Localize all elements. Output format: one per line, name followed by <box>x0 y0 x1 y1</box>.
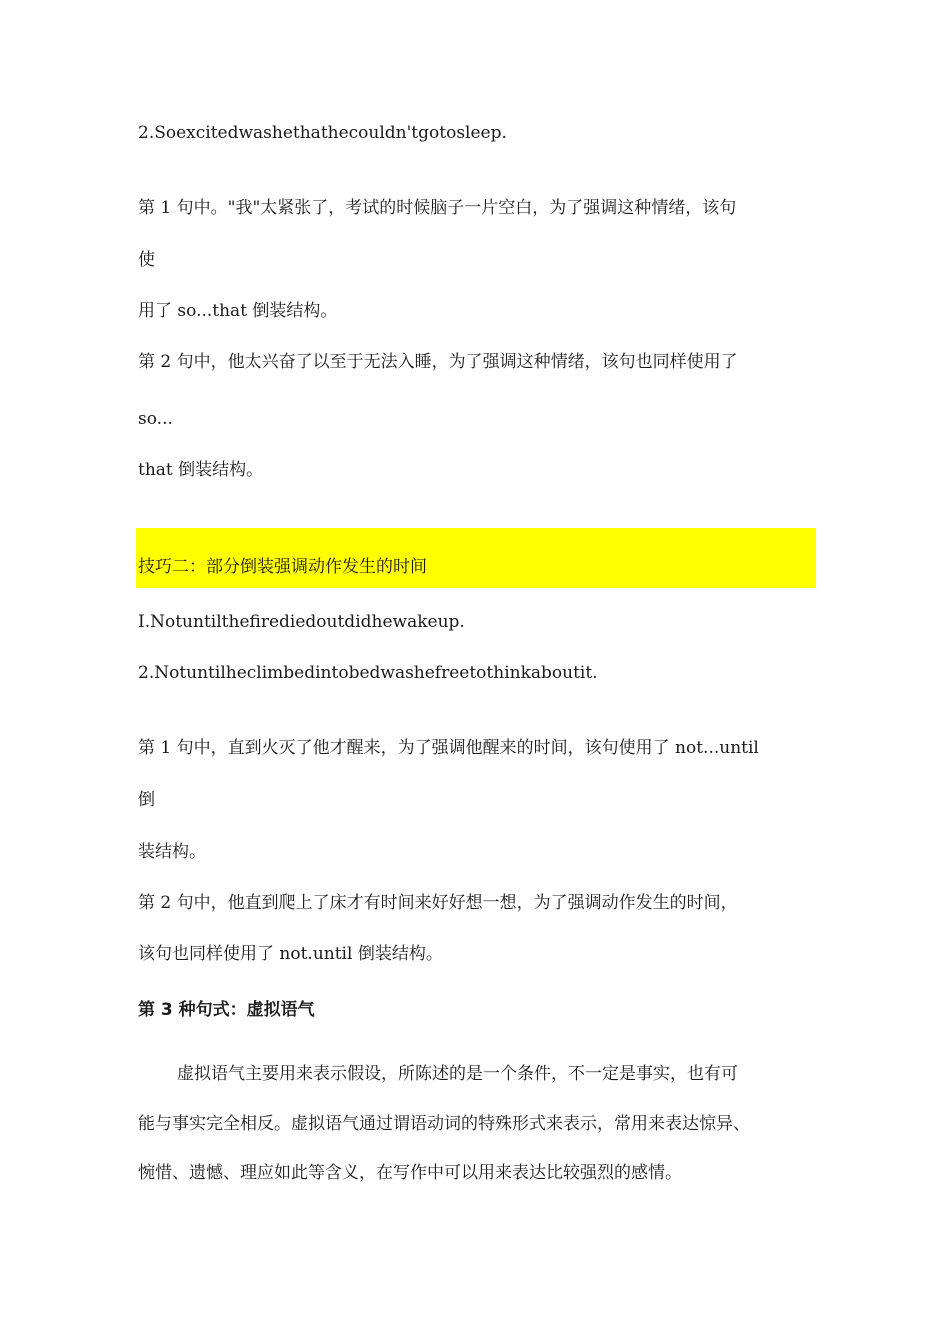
example-sentence-2: 2.Soexcitedwashethathecouldn'tgotosleep. <box>138 123 507 143</box>
section-heading-subjunctive: 第 3 种句式：虚拟语气 <box>138 1000 315 1020</box>
explanation-sentence-1-cont: 使 <box>138 250 155 270</box>
explanation-not-until-1-end: 装结构。 <box>138 842 206 862</box>
explanation-sentence-2: 第 2 句中，他太兴奋了以至于无法入睡，为了强调这种情绪，该句也同样使用了 <box>138 352 738 372</box>
example-sentence-2-not-until: 2.Notuntilheclimbedintobedwashefreetothinkaboutit. <box>138 663 598 683</box>
explanation-not-until-2: 第 2 句中，他直到爬上了床才有时间来好好想一想，为了强调动作发生的时间， <box>138 893 738 913</box>
subjunctive-paragraph-line-2: 能与事实完全相反。虚拟语气通过谓语动词的特殊形式来表示，常用来表达惊异、 <box>138 1114 750 1134</box>
subjunctive-paragraph-line-3: 惋惜、遗憾、理应如此等含义，在写作中可以用来表达比较强烈的感情。 <box>138 1163 682 1183</box>
explanation-sentence-1-end: 用了 so...that 倒装结构。 <box>138 301 338 321</box>
explanation-sentence-2-cont: so... <box>138 409 173 429</box>
explanation-not-until-2-end: 该句也同样使用了 not.until 倒装结构。 <box>138 944 443 964</box>
example-sentence-1-not-until: I.Notuntilthefirediedoutdidhewakeup. <box>138 612 465 632</box>
subjunctive-paragraph-line-1: 虚拟语气主要用来表示假设，所陈述的是一个条件，不一定是事实，也有可 <box>177 1064 738 1084</box>
explanation-not-until-1: 第 1 句中，直到火灭了他才醒来，为了强调他醒来的时间，该句使用了 not...until <box>138 738 759 758</box>
explanation-not-until-1-cont: 倒 <box>138 790 155 810</box>
explanation-sentence-1: 第 1 句中。"我"太紧张了，考试的时候脑子一片空白，为了强调这种情绪，该句 <box>138 198 737 218</box>
explanation-sentence-2-end: that 倒装结构。 <box>138 460 264 480</box>
tip-two-heading: 技巧二：部分倒装强调动作发生的时间 <box>138 557 427 577</box>
